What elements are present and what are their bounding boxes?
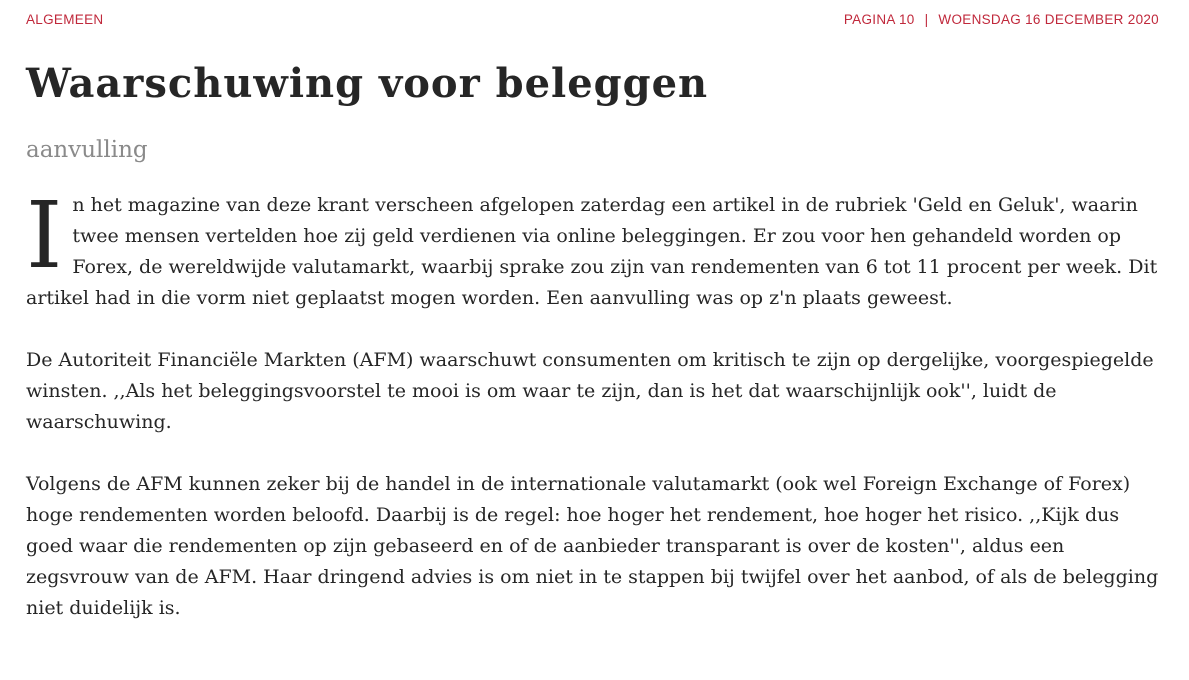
page-meta bbox=[844, 12, 1159, 27]
paragraph-1 bbox=[26, 182, 1166, 314]
paragraph-3: Volgens de AFM kunnen zeker bij de handel in de internationale valutamarkt (ook wel Foreign Exchange of Forex) hoge rendementen worden beloofd. Daarbij is de regel: hoe hoger het rendement, hoe hoger het risico. ,,Kijk dus goed waar die rendementen op zijn gebaseerd en of de aanbieder transparant is over de kosten'', aldus een zegsvrouw van de AFM. Haar dringend advies is om niet in te stappen bij twijfel over het aanbod, of als de belegging niet duidelijk is. bbox=[26, 473, 1159, 619]
paragraph-1-text: n het magazine van deze krant verscheen afgelopen zaterdag een artikel in de rubriek 'Geld en Geluk', waarin twee mensen vertelden hoe zij geld verdienen via online beleggingen. Er zou voor hen gehandeld worden op Forex, de wereldwijde valutamarkt, waarbij sprake zou zijn van rendementen van 6 tot 11 procent per week. Dit artikel had in die vorm niet geplaatst mogen worden. Een aanvulling was op z'n plaats geweest. bbox=[26, 194, 1158, 309]
drop-cap: I bbox=[26, 182, 63, 289]
header-separator: | bbox=[924, 11, 929, 27]
page-header bbox=[26, 9, 1159, 29]
article-title: Waarschuwing voor beleggen bbox=[26, 60, 709, 107]
publication-date: WOENSDAG 16 DECEMBER 2020 bbox=[938, 11, 1159, 27]
article-body bbox=[26, 182, 1166, 655]
article-subtitle: aanvulling bbox=[26, 137, 148, 163]
page-number: PAGINA 10 bbox=[843, 11, 915, 27]
section-label: ALGEMEEN bbox=[26, 11, 104, 27]
paragraph-2: De Autoriteit Financiële Markten (AFM) waarschuwt consumenten om kritisch te zijn op dergelijke, voorgespiegelde winsten. ,,Als het beleggingsvoorstel te mooi is om waar te zijn, dan is het dat waarschijnlijk ook'', luidt de waarschuwing. bbox=[26, 349, 1154, 433]
